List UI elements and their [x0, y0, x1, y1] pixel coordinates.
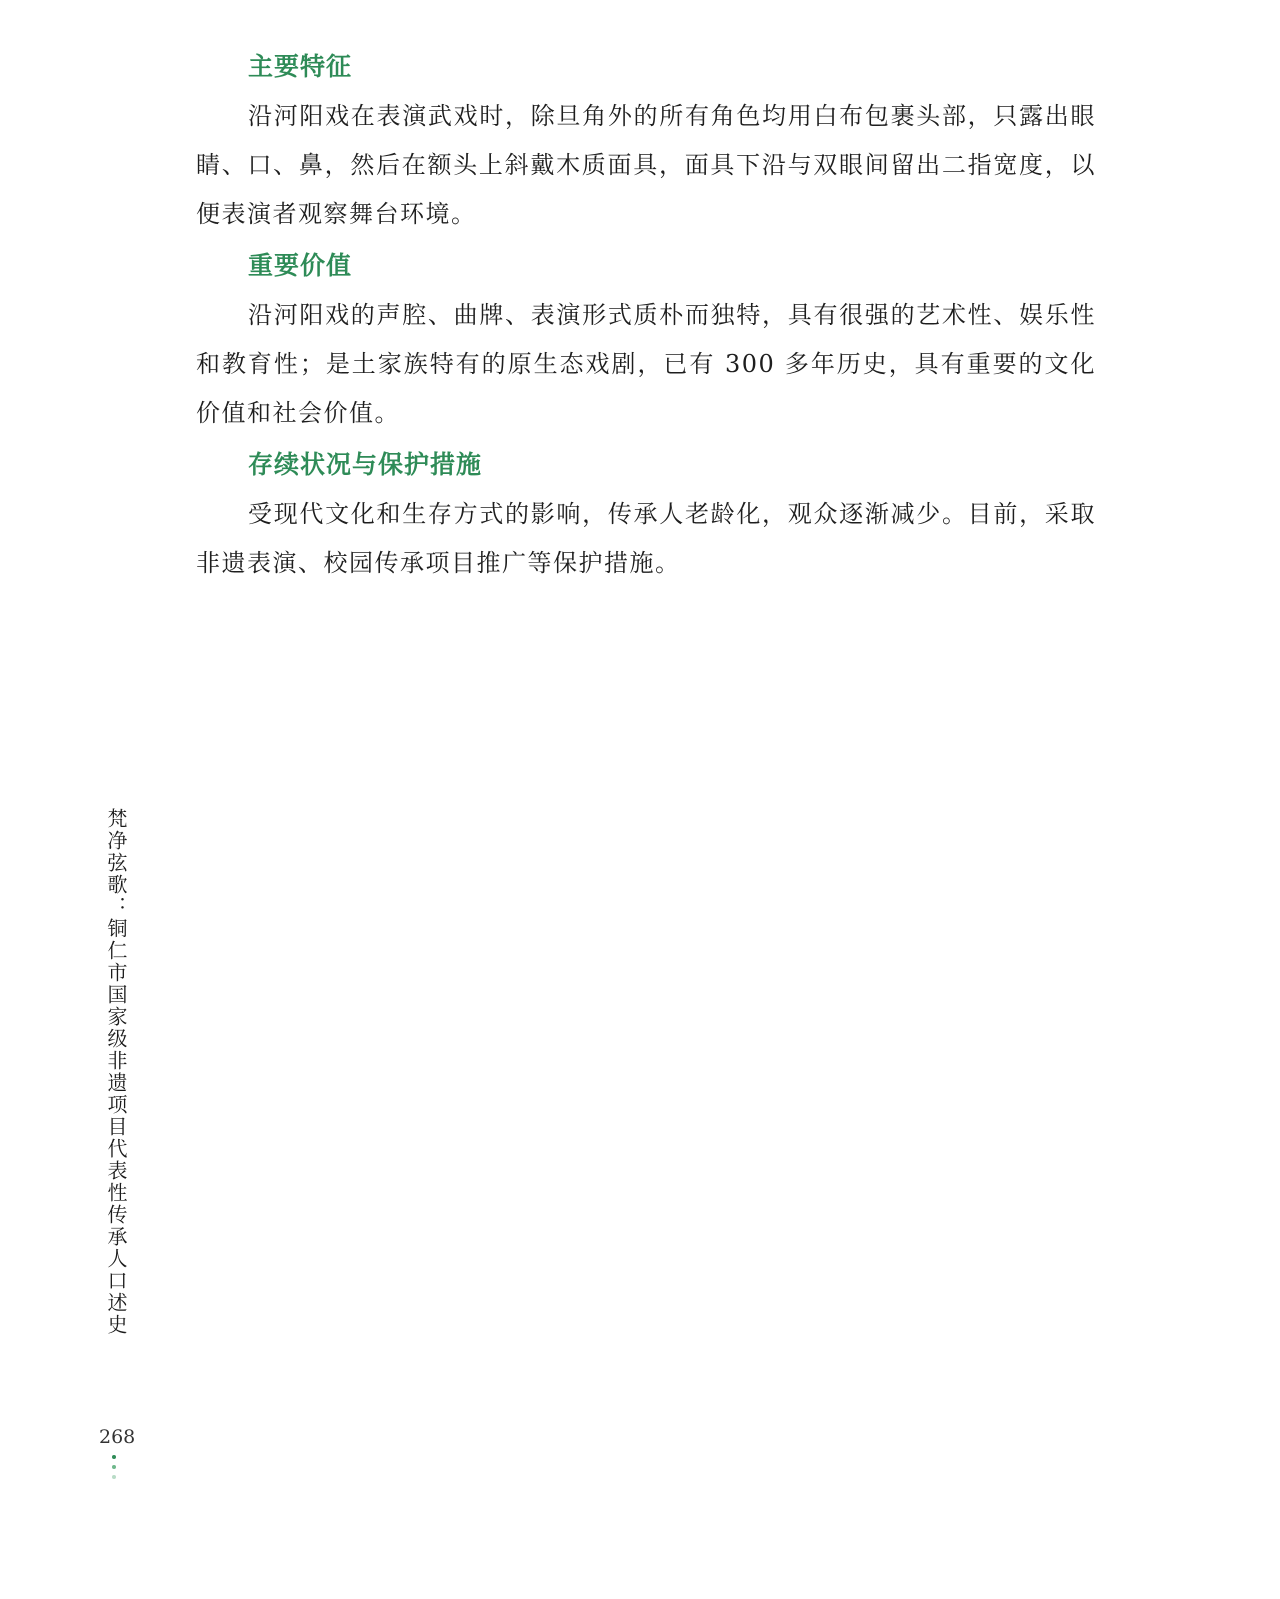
section-heading-status-protection: 存续状况与保护措施	[248, 450, 483, 479]
section-heading-main-features: 主要特征	[248, 52, 353, 81]
section-paragraph-status-protection: 受现代文化和生存方式的影响，传承人老龄化，观众逐渐减少。目前，采取非遗表演、校园传承项目推广等保护措施。	[196, 500, 1096, 577]
section-heading-important-value: 重要价值	[248, 251, 353, 280]
decoration-dot	[112, 1465, 116, 1469]
page-decoration-dots	[111, 1455, 117, 1485]
page-content	[196, 42, 1096, 590]
page-number: 268	[99, 1426, 136, 1448]
section-paragraph-important-value: 沿河阳戏的声腔、曲牌、表演形式质朴而独特，具有很强的艺术性、娱乐性和教育性；是土家族特有的原生态戏剧，已有 300 多年历史，具有重要的文化价值和社会价值。	[196, 301, 1096, 427]
book-side-title: 梵净弦歌：铜仁市国家级非遗项目代表性传承人口述史	[104, 808, 128, 1336]
decoration-dot	[112, 1475, 116, 1479]
section-paragraph-main-features: 沿河阳戏在表演武戏时，除旦角外的所有角色均用白布包裹头部，只露出眼睛、口、鼻，然后在额头上斜戴木质面具，面具下沿与双眼间留出二指宽度，以便表演者观察舞台环境。	[196, 102, 1096, 228]
decoration-dot	[112, 1455, 116, 1459]
